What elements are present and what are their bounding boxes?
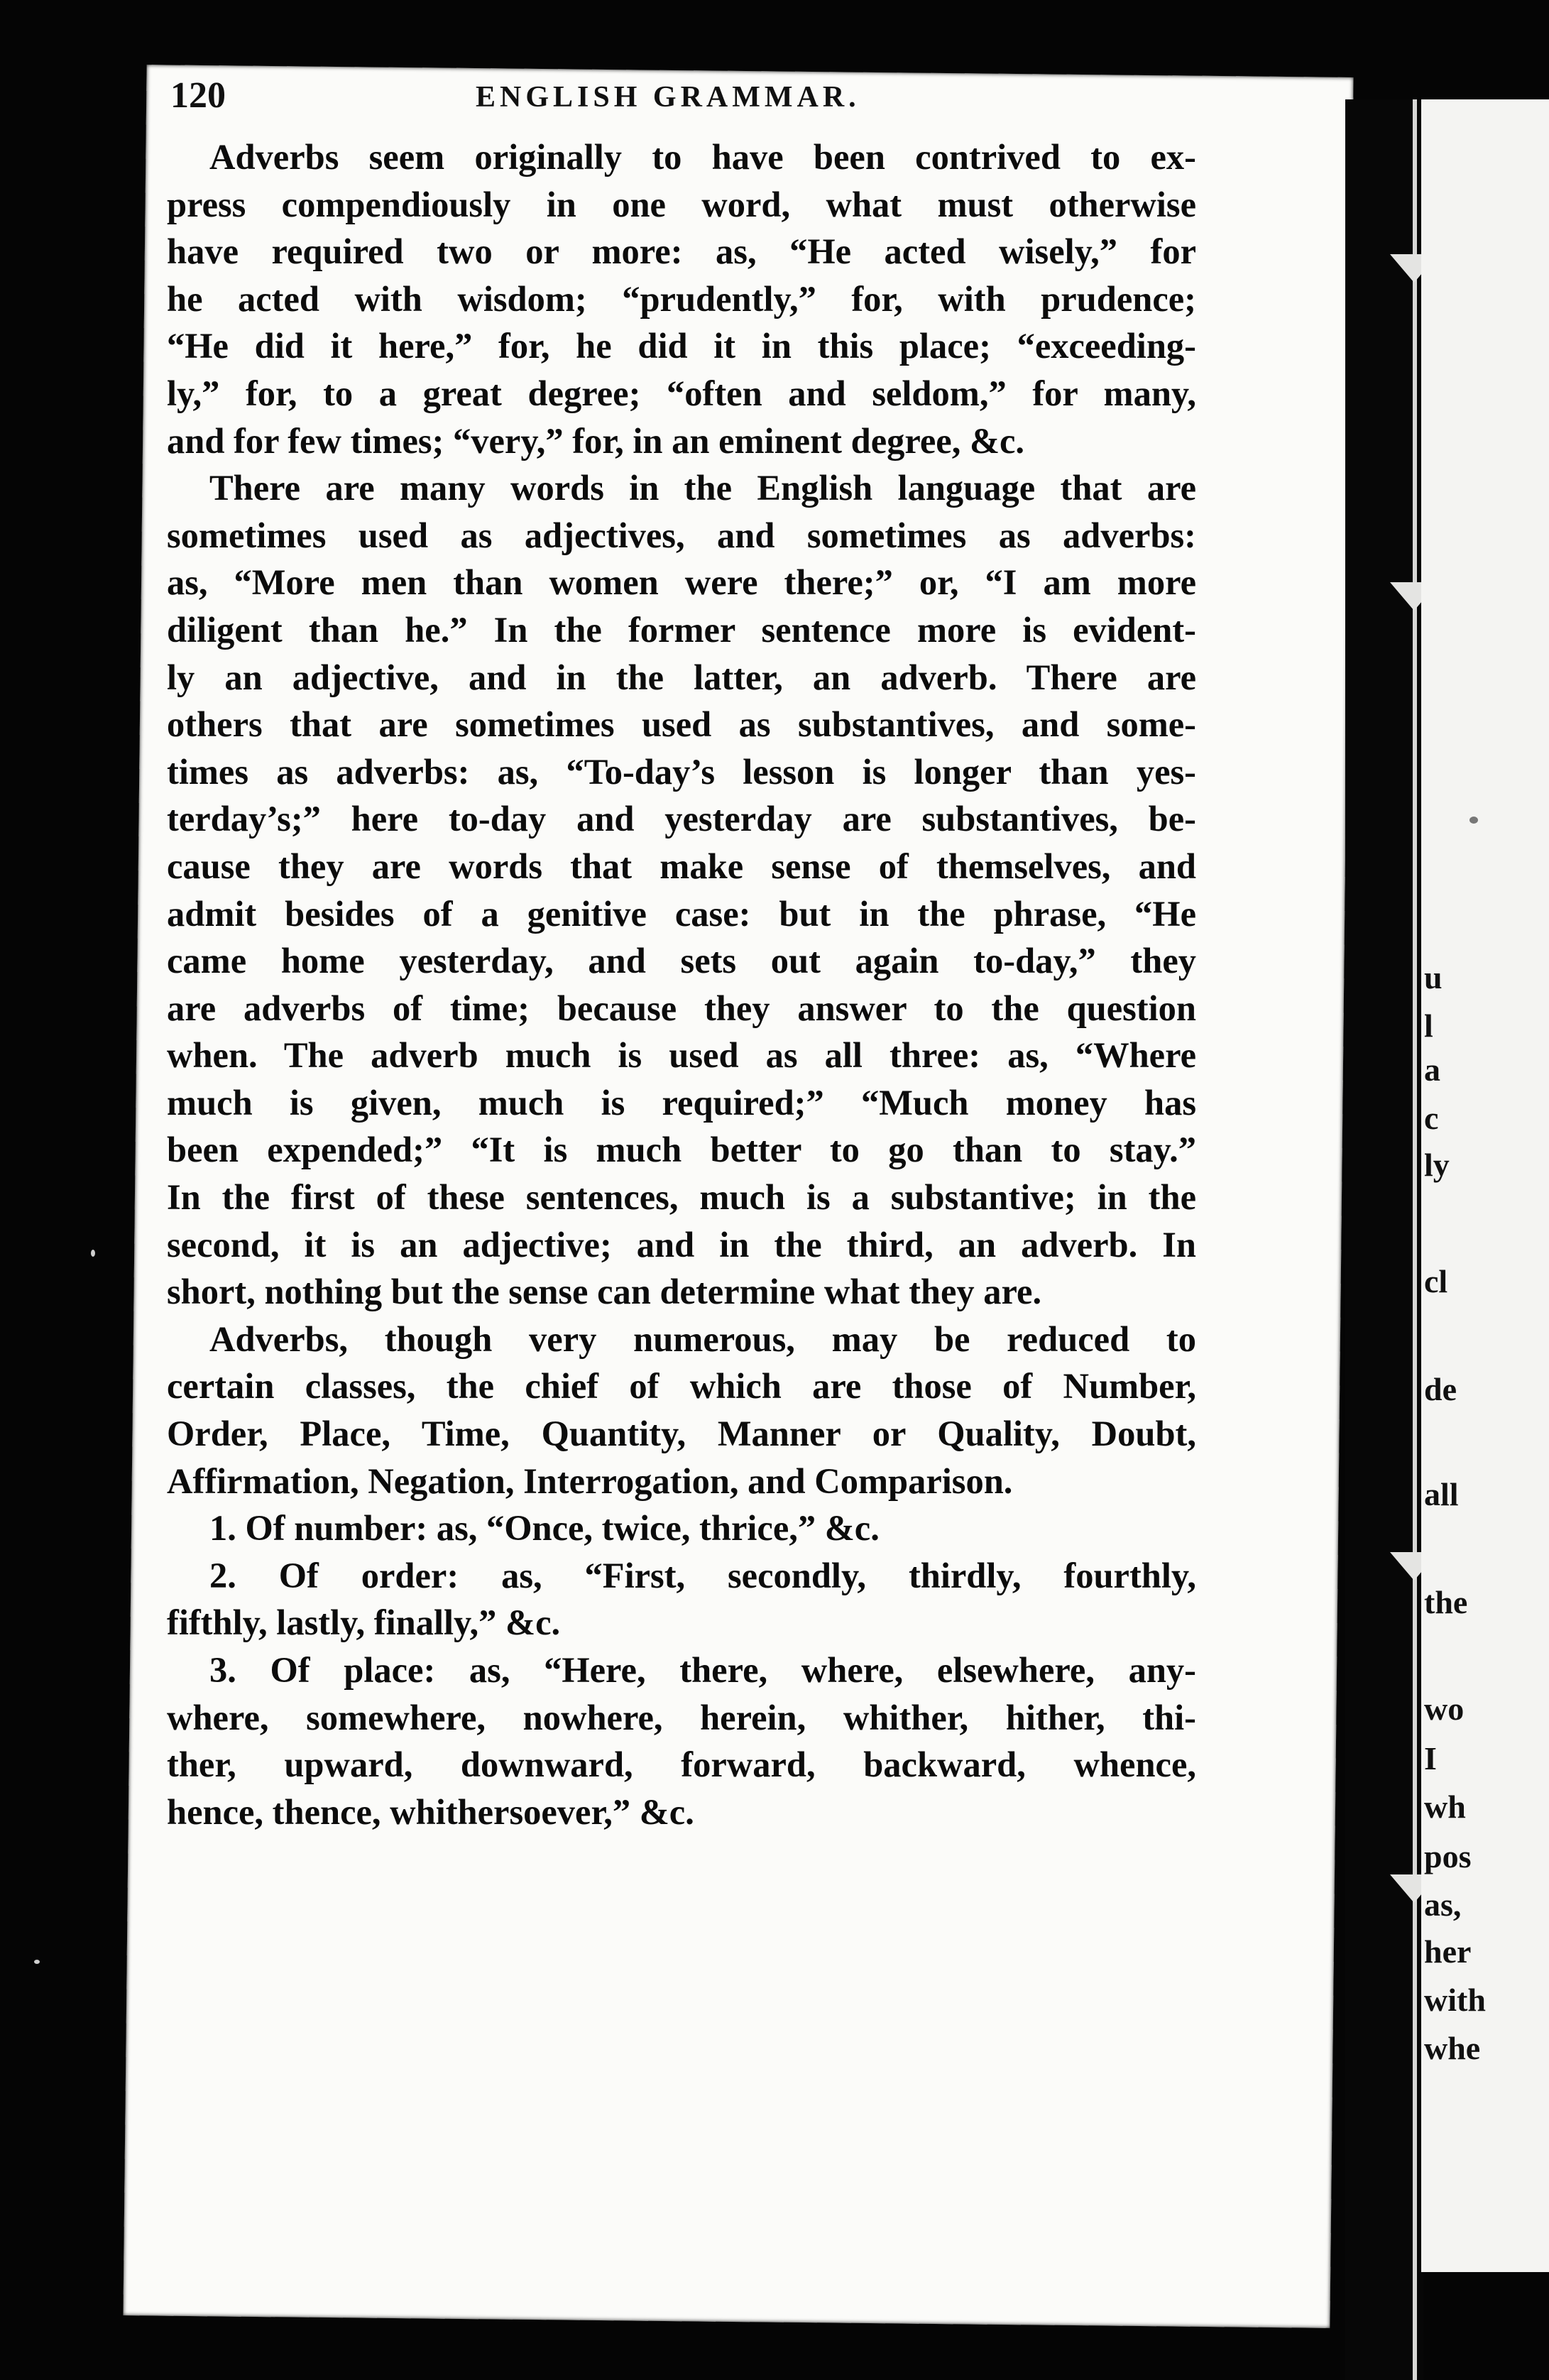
- text-line: ly,” for, to a great degree; “often and seldom,” for many,: [167, 373, 1196, 413]
- facing-text: cl: [1424, 1263, 1448, 1299]
- text-line: “He did it here,” for, he did it in this place; “exceeding-: [167, 326, 1196, 366]
- text-line: as, “More men than women were there;” or, “I am more: [167, 562, 1196, 603]
- text-line: hence, thence, whithersoever,” &c.: [167, 1791, 694, 1832]
- list-item-number: 1. Of number: as, “Once, twice, thrice,” &c.: [209, 1508, 880, 1549]
- text-line: fifthly, lastly, finally,” &c.: [167, 1603, 561, 1643]
- scan-speck: [34, 1960, 40, 1964]
- text-line: others that are sometimes used as substantives, and some-: [167, 704, 1196, 745]
- text-line: are adverbs of time; because they answer to the question: [167, 988, 1196, 1028]
- facing-text: wo: [1424, 1691, 1465, 1727]
- running-title: ENGLISH GRAMMAR.: [476, 81, 860, 114]
- text-line: when. The adverb much is used as all three: as, “Where: [167, 1035, 1196, 1076]
- facing-text: with: [1424, 1982, 1486, 2018]
- list-item-order: 2. Of order: as, “First, secondly, thirdly, fourthly,: [209, 1555, 1196, 1595]
- facing-text: her: [1424, 1933, 1472, 1970]
- text-line: admit besides of a genitive case: but in the phrase, “He: [167, 893, 1196, 934]
- facing-text: whe: [1424, 2030, 1481, 2066]
- text-line: second, it is an adjective; and in the third, an adverb. In: [167, 1224, 1196, 1265]
- facing-text: wh: [1424, 1789, 1466, 1825]
- binding-thread: [1413, 99, 1417, 2380]
- page-number: 120: [170, 75, 226, 116]
- text-line: came home yesterday, and sets out again to-day,” they: [167, 941, 1196, 981]
- facing-text: a: [1424, 1052, 1440, 1088]
- text-line: have required two or more: as, “He acted wisely,” for: [167, 231, 1196, 272]
- facing-text: I: [1424, 1740, 1437, 1776]
- text-line: ther, upward, downward, forward, backward, whence,: [167, 1745, 1196, 1785]
- text-line: times as adverbs: as, “To-day’s lesson is longer than yes-: [167, 751, 1196, 792]
- text-line: press compendiously in one word, what must otherwise: [167, 184, 1196, 224]
- text-line: cause they are words that make sense of themselves, and: [167, 846, 1196, 886]
- text-line: terday’s;” here to-day and yesterday are substantives, be-: [167, 799, 1196, 839]
- facing-text: pos: [1424, 1838, 1472, 1874]
- text-line: much is given, much is required;” “Much money has: [167, 1082, 1196, 1123]
- text-line: Adverbs seem originally to have been contrived to ex-: [209, 137, 1196, 177]
- text-line: diligent than he.” In the former sentence more is evident-: [167, 609, 1196, 650]
- book-gutter: [1345, 99, 1423, 2380]
- scan-speck: [1469, 817, 1478, 824]
- facing-text: u: [1424, 959, 1443, 995]
- scan-speck: [91, 1250, 95, 1257]
- facing-text: de: [1424, 1371, 1457, 1407]
- text-line: where, somewhere, nowhere, herein, whither, hither, thi-: [167, 1697, 1196, 1737]
- text-line: been expended;” “It is much better to go than to stay.”: [167, 1130, 1196, 1170]
- text-line: certain classes, the chief of which are those of Number,: [167, 1366, 1196, 1407]
- text-line: and for few times; “very,” for, in an eminent degree, &c.: [167, 420, 1025, 461]
- body-text: [167, 133, 1196, 1835]
- facing-text: all: [1424, 1476, 1459, 1512]
- text-line: Adverbs, though very numerous, may be reduced to: [209, 1319, 1196, 1359]
- facing-text: the: [1424, 1584, 1468, 1620]
- text-line: ly an adjective, and in the latter, an adverb. There are: [167, 657, 1196, 697]
- text-line: In the first of these sentences, much is a substantive; in the: [167, 1177, 1196, 1218]
- list-item-place: 3. Of place: as, “Here, there, where, elsewhere, any-: [209, 1650, 1196, 1690]
- text-line: short, nothing but the sense can determine what they are.: [167, 1272, 1042, 1312]
- text-line: Order, Place, Time, Quantity, Manner or Quality, Doubt,: [167, 1414, 1196, 1454]
- facing-page: [1421, 99, 1549, 2272]
- facing-text: c: [1424, 1100, 1439, 1136]
- facing-text: as,: [1424, 1887, 1462, 1923]
- facing-text: l: [1424, 1008, 1433, 1044]
- text-line: sometimes used as adjectives, and sometimes as adverbs:: [167, 515, 1196, 555]
- text-line: There are many words in the English language that are: [209, 468, 1196, 508]
- facing-text: ly: [1424, 1147, 1450, 1183]
- text-line: he acted with wisdom; “prudently,” for, with prudence;: [167, 278, 1196, 319]
- text-line: Affirmation, Negation, Interrogation, and Comparison.: [167, 1461, 1013, 1501]
